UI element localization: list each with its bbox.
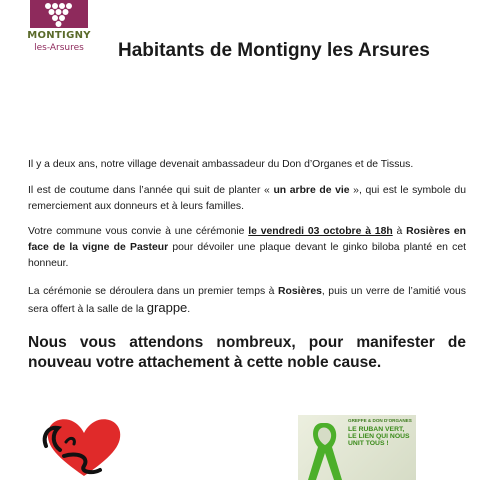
paragraph-invitation: [28, 224, 466, 272]
paragraph-text: pour dévoiler une plaque devant le ginko biloba planté en cet honneur.: [28, 242, 466, 269]
event-location: Rosières en face de la vigne de Pasteur: [28, 226, 466, 253]
logo-name: MONTIGNY: [27, 30, 91, 41]
montigny-logo: [22, 0, 96, 60]
paragraph-text: , puis un verre de l’amitié vous sera offert à la salle de la: [28, 286, 467, 315]
logo-subname: les-Arsures: [34, 43, 84, 53]
event-date: le vendredi 03 octobre à 18h: [248, 226, 393, 237]
ribbon-poster-line2: LE RUBAN VERT, LE LIEN QUI NOUS UNIT TOUS !: [348, 425, 410, 448]
paragraph-text: Votre commune vous convie à une cérémonie: [28, 226, 249, 237]
grape-logo-icon: [30, 0, 88, 28]
ribbon-poster-line1: GREFFE & DON D’ORGANES: [348, 418, 412, 423]
highlight-arbre-de-vie: un arbre de vie: [273, 185, 350, 196]
paragraph-text: .: [187, 304, 191, 315]
paragraph-text: La cérémonie se déroulera dans un premier temps à: [28, 286, 278, 297]
heart-ribbon-logo-icon: [38, 412, 130, 480]
paragraph-text: Il est de coutume dans l’année qui suit de planter «: [28, 185, 274, 196]
location-rosieres: Rosières: [277, 286, 322, 297]
paragraph-text: », qui est le symbole du remerciement aux donneurs et à leurs familles.: [28, 185, 466, 212]
ribbon-poster-text: [348, 419, 414, 447]
venue-grappe: grappe: [146, 300, 188, 315]
closing-statement: Nous vous attendons nombreux, pour manifester de nouveau votre attachement à cette noble cause.: [28, 334, 466, 371]
page-title: Habitants de Montigny les Arsures: [118, 40, 430, 61]
paragraph-text: à: [392, 226, 407, 237]
paragraph-intro: Il y a deux ans, notre village devenait ambassadeur du Don d’Organes et de Tissus.: [28, 159, 414, 170]
paragraph-tree: [28, 183, 466, 215]
paragraph-ceremony: [28, 284, 466, 318]
green-ribbon-poster: [298, 415, 416, 480]
